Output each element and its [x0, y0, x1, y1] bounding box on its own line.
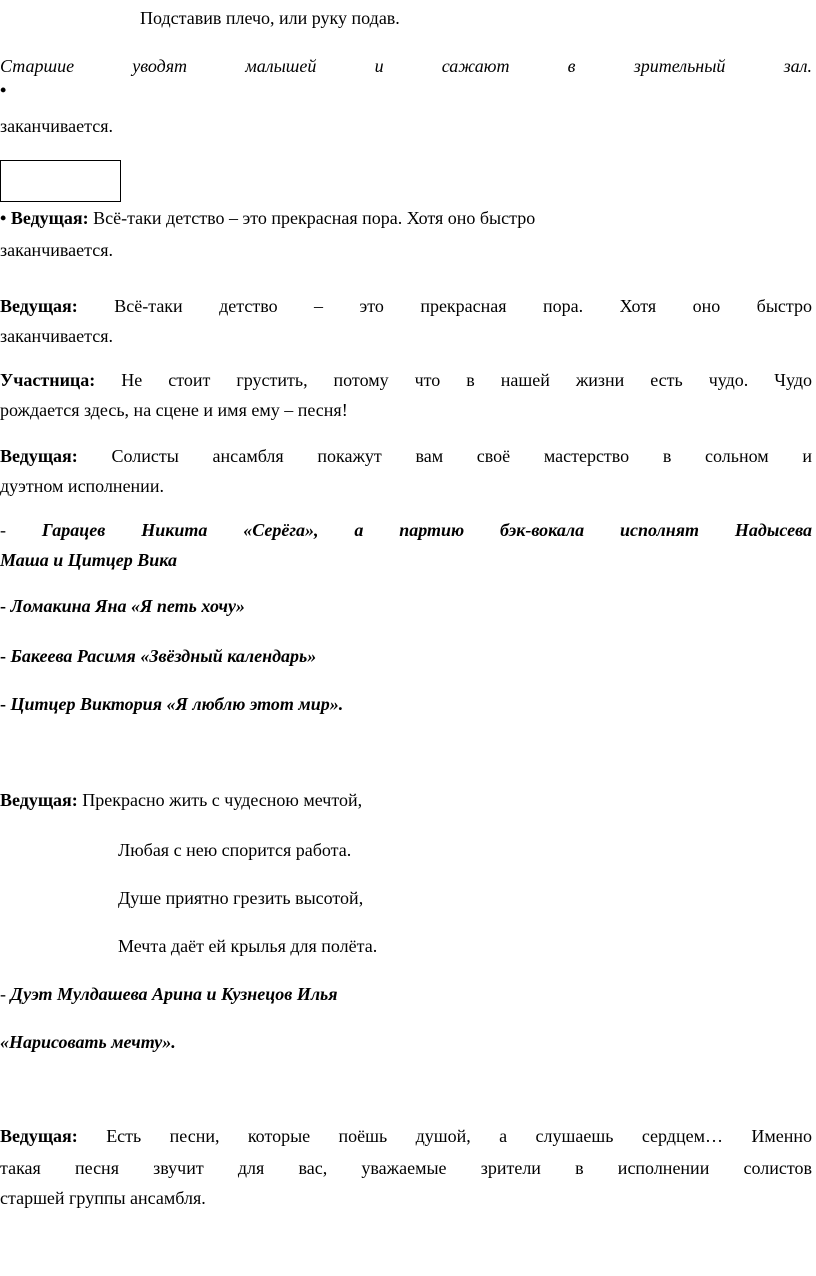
performer-item: [0, 594, 245, 618]
paragraph-host-3: [0, 444, 812, 468]
verse-line: Подставив плечо, или руку подав.: [140, 8, 400, 28]
performer-item: [0, 644, 316, 668]
item-text: Ломакина Яна «Я петь хочу»: [10, 596, 245, 616]
bullet-mark: •: [0, 208, 7, 228]
speaker-label: Ведущая:: [0, 790, 78, 810]
bullet-mark: •: [0, 80, 7, 100]
duet-item: [0, 982, 338, 1006]
item-dash: -: [0, 984, 11, 1004]
poem-text: Прекрасно жить с чудесною мечтой,: [77, 790, 363, 810]
stage-direction: Старшие уводят малышей и сажают в зрительный зал.: [0, 56, 812, 76]
paragraph-cont: заканчивается.: [0, 240, 113, 260]
item-text: Цитцер Виктория «Я люблю этот мир».: [10, 694, 344, 714]
speaker-label: Участница:: [0, 370, 96, 390]
paragraph-text: Солисты ансамбля покажут вам своё мастерство в сольном и: [77, 446, 812, 466]
item-text: Бакеева Расимя «Звёздный календарь»: [10, 646, 317, 666]
performer-item: [0, 692, 343, 716]
paragraph-text: Всё-таки детство – это прекрасная пора. Хотя оно быстро: [88, 208, 536, 228]
poem-line-4: Мечта даёт ей крылья для полёта.: [118, 936, 378, 956]
item-cont: Маша и Цитцер Вика: [0, 550, 177, 570]
speaker-label: Ведущая:: [0, 1126, 78, 1146]
item-dash: -: [0, 596, 11, 616]
paragraph-cont: заканчивается.: [0, 326, 113, 346]
poem-line-3: Душе приятно грезить высотой,: [118, 888, 364, 908]
paragraph-cont: рождается здесь, на сцене и имя ему – песня!: [0, 400, 348, 420]
poem-line-1: [0, 788, 362, 812]
item-dash: -: [0, 520, 42, 540]
paragraph-cont: дуэтном исполнении.: [0, 476, 164, 496]
paragraph-text: Всё-таки детство – это прекрасная пора. Хотя оно быстро: [77, 296, 812, 316]
paragraph-host-1: [0, 206, 535, 230]
paragraph-text: Не стоит грустить, потому что в нашей жизни есть чудо. Чудо: [95, 370, 812, 390]
song-title: «Нарисовать мечту».: [0, 1032, 176, 1052]
speaker-label: Ведущая:: [10, 208, 89, 228]
empty-frame: [0, 160, 121, 202]
item-dash: -: [0, 646, 11, 666]
item-text: Дуэт Мулдашева Арина и Кузнецов Илья: [10, 984, 338, 1004]
paragraph-text: Есть песни, которые поёшь душой, а слушаешь сердцем… Именно: [77, 1126, 812, 1146]
item-text: Гарацев Никита «Серёга», а партию бэк-вокала исполнят Надысева: [41, 520, 812, 540]
performer-item: [0, 518, 812, 542]
speaker-label: Ведущая:: [0, 446, 78, 466]
paragraph-cont: старшей группы ансамбля.: [0, 1188, 206, 1208]
item-dash: -: [0, 694, 11, 714]
paragraph-cont: такая песня звучит для вас, уважаемые зрители в исполнении солистов: [0, 1158, 812, 1178]
speaker-label: Ведущая:: [0, 296, 78, 316]
paragraph-participant: [0, 368, 812, 392]
text-line: заканчивается.: [0, 116, 113, 136]
poem-line-2: Любая с нею спорится работа.: [118, 840, 352, 860]
paragraph-host-4: [0, 1124, 812, 1148]
paragraph-host-2: [0, 294, 812, 318]
